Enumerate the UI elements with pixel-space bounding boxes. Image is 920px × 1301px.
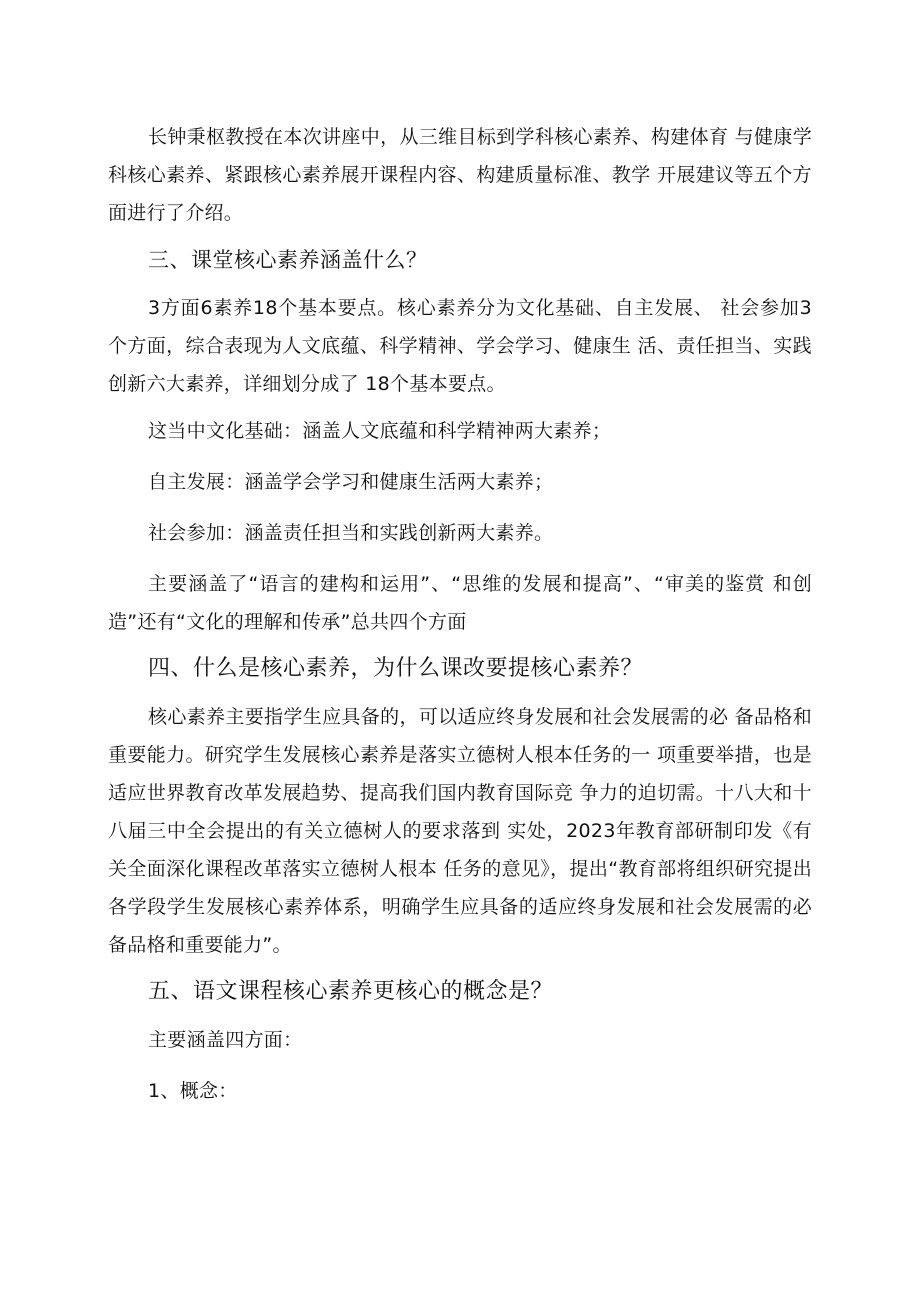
section-heading-5: 五、语文课程核心素养更核心的概念是？ — [148, 979, 554, 1004]
four-aspects-intro-paragraph: 主要涵盖四方面： — [148, 1029, 303, 1051]
core-literacy-definition-paragraph: 核心素养主要指学生应具备的，可以适应终身发展和社会发展需的必 备品格和重要能力。研究学生发展核心素养是落实立德树人根本任务的一 项重要举措，也是适应世界教育改革发展趋势、提高我们国内教育国际竞 争力的迫切需。十八大和十八届三中全会提出的有关立德树人的要求落到 实处，2023年教育部研制印发《有关全面深化课程改革落实立德树人根本 任务的意见》，提出“教育部将组织研究提出各学段学生发展核心素养体系，明确学生应具备的适应终身发展和社会发展需的必备品格和重要能力”。 — [108, 706, 812, 956]
section-heading-3: 三、课堂核心素养涵盖什么？ — [148, 248, 428, 272]
core-literacy-overview-paragraph: 3方面6素养18个基本要点。核心素养分为文化基础、自主发展、 社会参加3个方面，综合表现为人文底蕴、科学精神、学会学习、健康生 活、责任担当、实践创新六大素养，详细划分成了 18个基本要点。 — [108, 297, 812, 395]
self-development-paragraph: 自主发展：涵盖学会学习和健康生活两大素养； — [148, 471, 554, 493]
cultural-foundation-paragraph: 这当中文化基础：涵盖人文底蕴和科学精神两大素养； — [148, 420, 612, 442]
section-heading-4: 四、什么是核心素养，为什么课改要提核心素养？ — [148, 656, 644, 681]
concept-item-paragraph: 1、概念： — [148, 1080, 238, 1102]
four-aspects-paragraph: 主要涵盖了“语言的建构和运用”、“思维的发展和提高”、“审美的鉴赏 和创造”还有“文化的理解和传承”总共四个方面 — [108, 573, 812, 633]
social-participation-paragraph: 社会参加：涵盖责任担当和实践创新两大素养。 — [148, 522, 554, 544]
intro-paragraph: 长钟秉枢教授在本次讲座中，从三维目标到学科核心素养、构建体育 与健康学科核心素养、紧跟核心素养展开课程内容、构建质量标准、教学 开展建议等五个方面进行了介绍。 — [108, 126, 812, 224]
